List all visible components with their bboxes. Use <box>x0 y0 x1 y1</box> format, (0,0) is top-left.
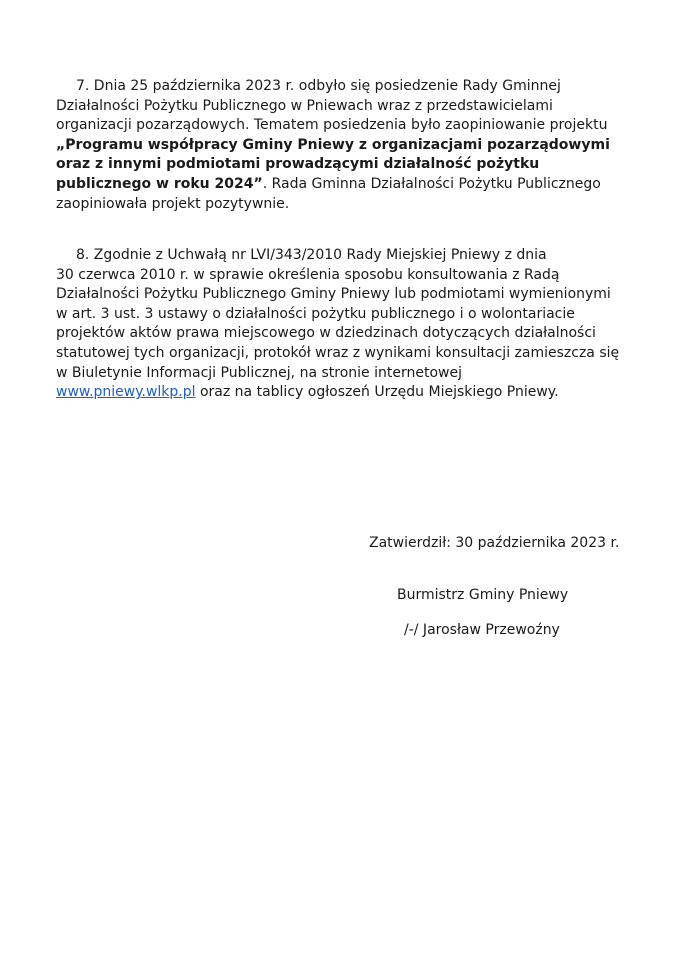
paragraph-7-line: zaopiniowała projekt pozytywnie. <box>56 195 290 212</box>
paragraph-7-line <box>56 175 626 195</box>
mayor-title: Burmistrz Gminy Pniewy <box>397 587 569 603</box>
approval-date: Zatwierdził: 30 października 2023 r. <box>369 535 620 551</box>
paragraph-7 <box>56 77 626 214</box>
program-title-end: publicznego w roku 2024” <box>56 175 263 192</box>
paragraph-8-line: 8. Zgodnie z Uchwałą nr LVI/343/2010 Rady Miejskiej Pniewy z dnia <box>76 247 547 263</box>
paragraph-8-line: w art. 3 ust. 3 ustawy o działalności pożytku publicznego i o wolontariacie <box>56 305 575 322</box>
website-link[interactable]: www.pniewy.wlkp.pl <box>56 384 196 401</box>
paragraph-8-line: statutowej tych organizacji, protokół wraz z wynikami konsultacji zamieszcza się <box>56 344 620 361</box>
paragraph-8-text: oraz na tablicy ogłoszeń Urzędu Miejskiego Pniewy. <box>195 384 559 401</box>
paragraph-7-text: . Rada Gminna Działalności Pożytku Publicznego <box>262 175 601 192</box>
paragraph-8-line <box>56 383 626 403</box>
paragraph-7-line: Działalności Pożytku Publicznego w Pniewach wraz z przedstawicielami <box>56 97 553 114</box>
paragraph-8 <box>56 246 626 403</box>
program-title-line: oraz z innymi podmiotami prowadzącymi działalność pożytku <box>56 156 540 173</box>
paragraph-8-line: projektów aktów prawa miejscowego w dziedzinach dotyczących działalności <box>56 325 596 342</box>
paragraph-7-line: organizacji pozarządowych. Tematem posiedzenia było zaopiniowanie projektu <box>56 117 608 134</box>
paragraph-8-line: 30 czerwca 2010 r. w sprawie określenia sposobu konsultowania z Radą <box>56 266 560 283</box>
program-title-line: „Programu współpracy Gminy Pniewy z organizacjami pozarządowymi <box>56 136 610 153</box>
paragraph-7-line: 7. Dnia 25 października 2023 r. odbyło się posiedzenie Rady Gminnej <box>76 78 561 94</box>
paragraph-8-line: Działalności Pożytku Publicznego Gminy Pniewy lub podmiotami wymienionymi <box>56 286 611 303</box>
paragraph-8-line: w Biuletynie Informacji Publicznej, na stronie internetowej <box>56 364 462 381</box>
mayor-name: /-/ Jarosław Przewoźny <box>404 622 560 638</box>
